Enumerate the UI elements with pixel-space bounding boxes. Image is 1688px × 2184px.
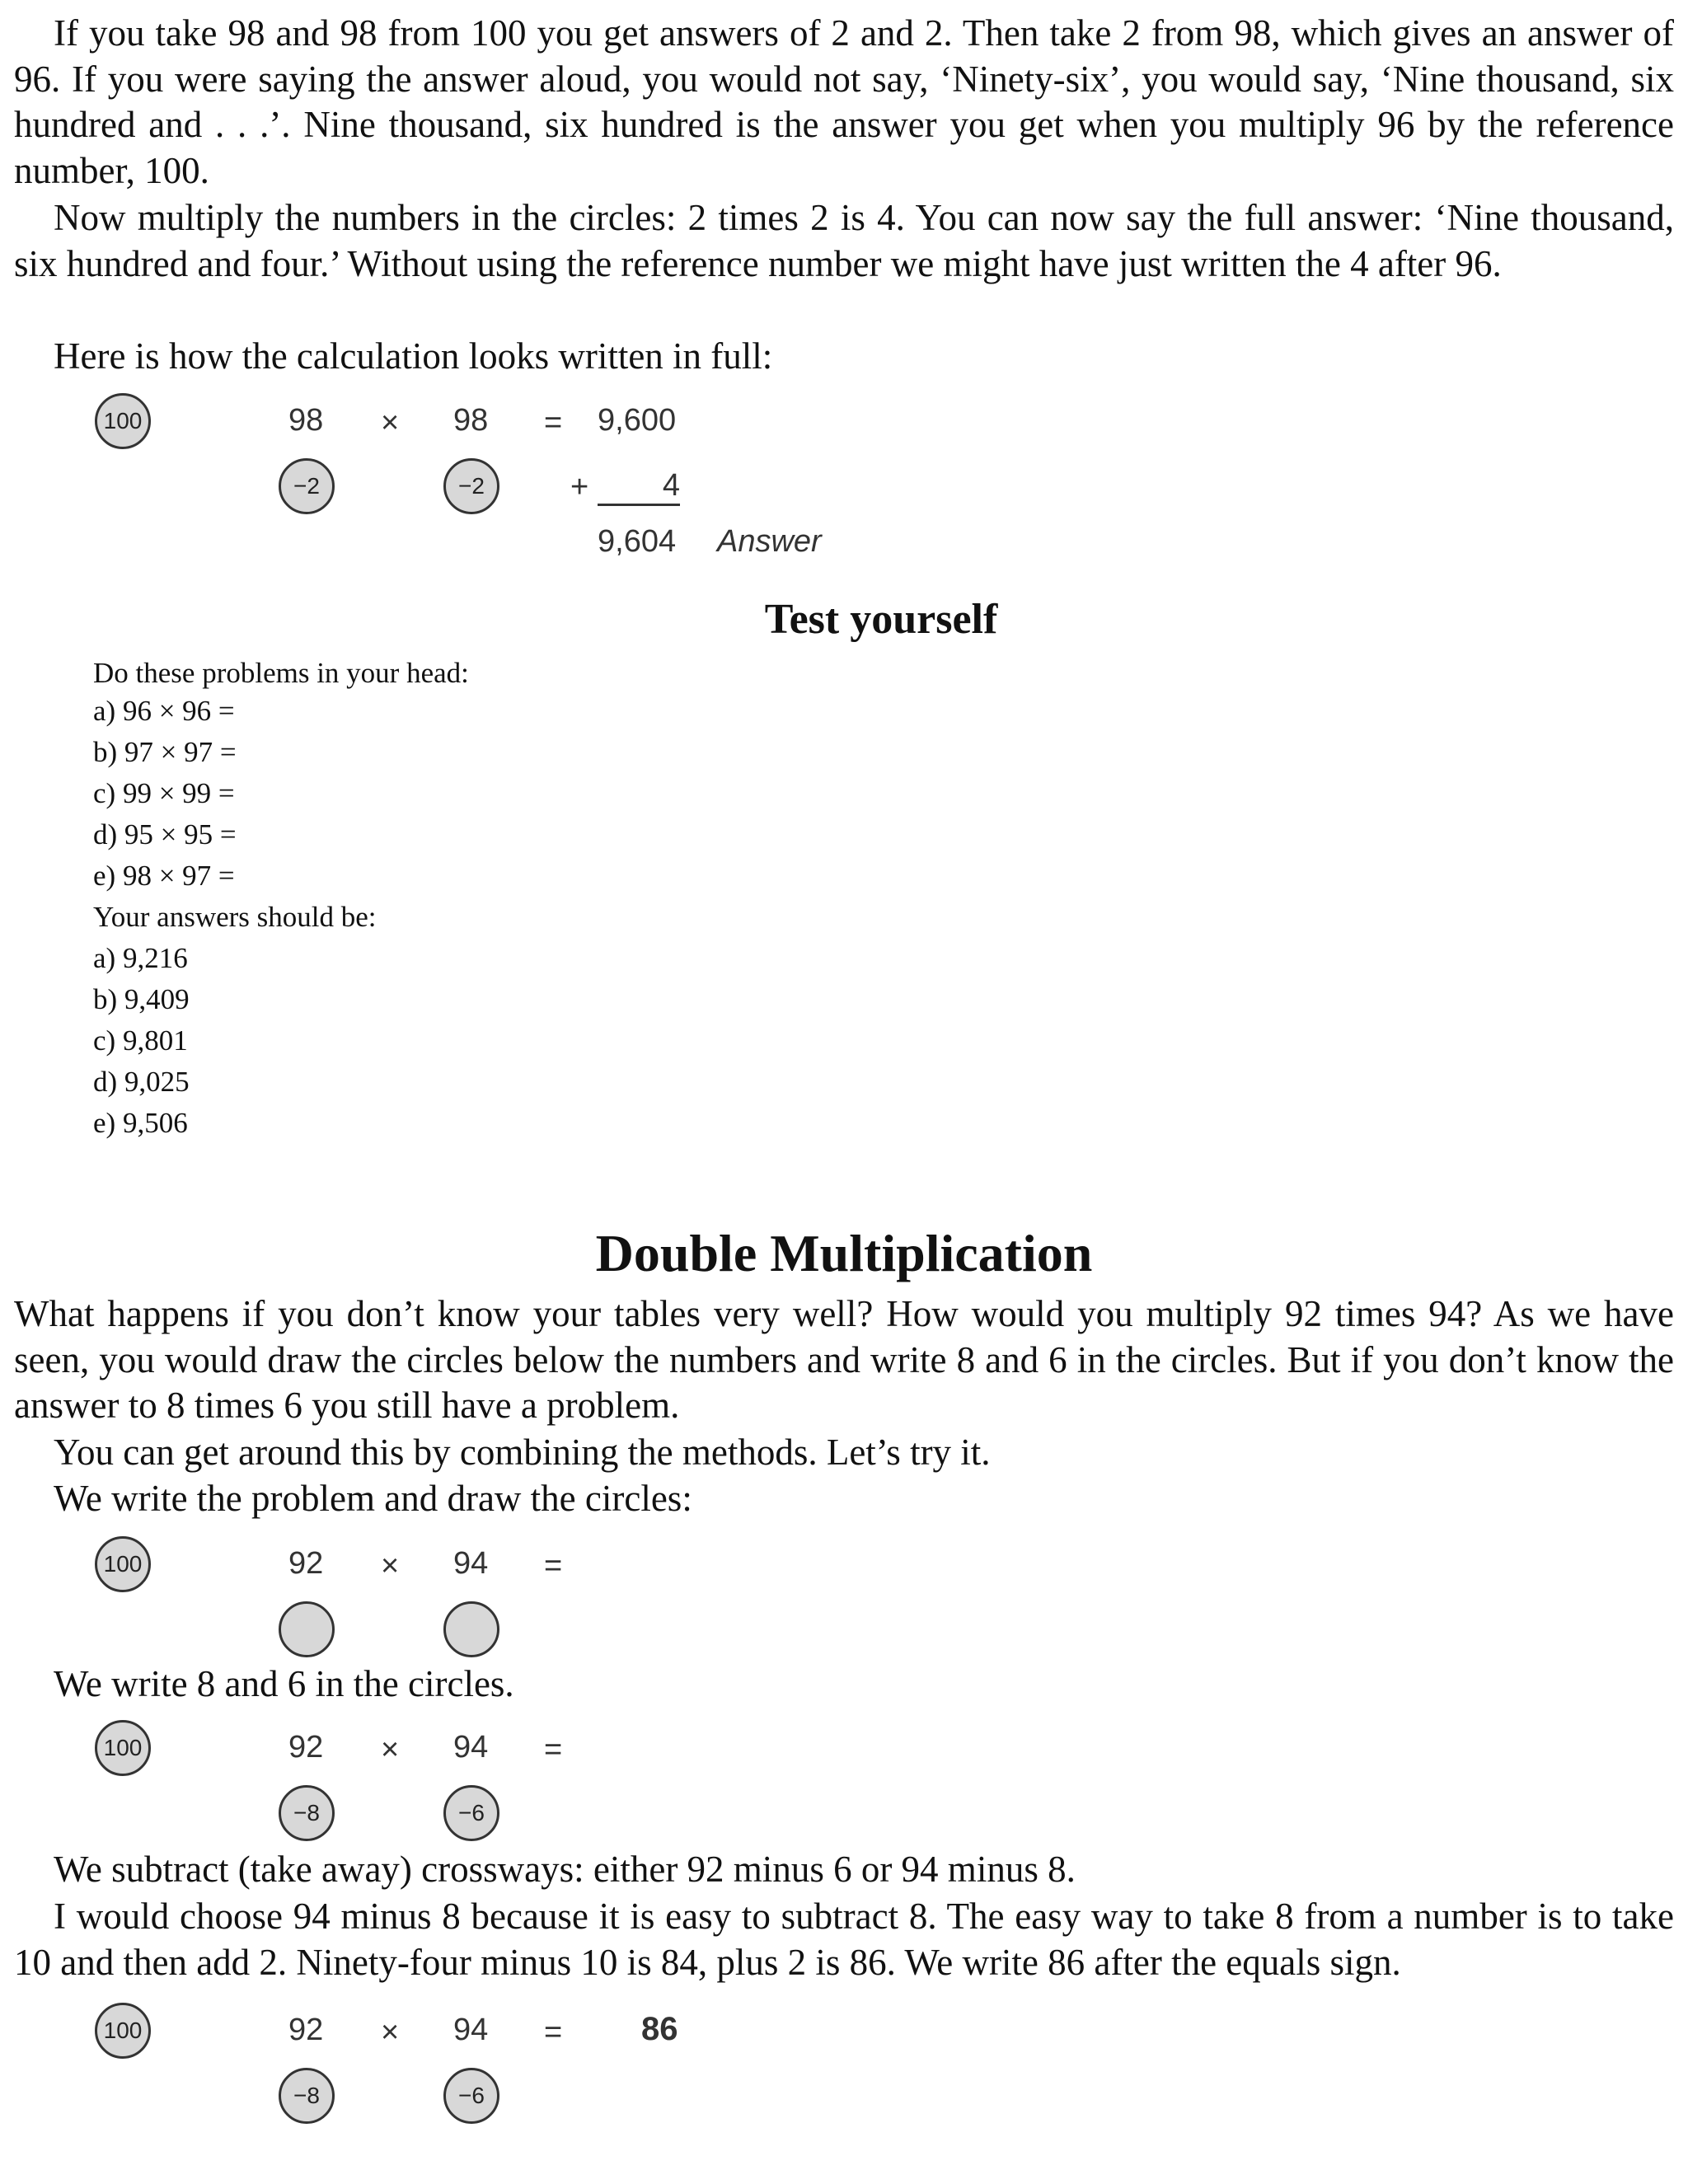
circle-left: −8 bbox=[279, 1785, 335, 1841]
multiplicand: 92 bbox=[288, 1730, 324, 1765]
answer-e: e) 9,506 bbox=[93, 1107, 188, 1139]
multiplier: 94 bbox=[453, 2013, 489, 2047]
paragraph-5: You can get around this by combining the methods. Let’s try it. bbox=[54, 1432, 991, 1473]
equals-sign: = bbox=[544, 405, 563, 440]
equals-sign: = bbox=[544, 1732, 563, 1767]
circle-left: −2 bbox=[279, 458, 335, 514]
answer-label: Answer bbox=[717, 524, 822, 559]
calculation-figure-98x98 bbox=[0, 391, 1688, 565]
equals-sign: = bbox=[544, 1549, 563, 1583]
problem-d: d) 95 × 95 = bbox=[93, 818, 237, 851]
problem-c: c) 99 × 99 = bbox=[93, 777, 235, 809]
paragraph-3: Here is how the calculation looks written in full: bbox=[54, 335, 773, 377]
circle-right bbox=[443, 1601, 499, 1657]
answers-intro: Your answers should be: bbox=[93, 901, 377, 933]
circle-right: −2 bbox=[443, 458, 499, 514]
circle-right: −6 bbox=[443, 1785, 499, 1841]
times-sign: × bbox=[381, 1732, 400, 1767]
multiplier: 98 bbox=[453, 403, 489, 438]
partial-result: 9,600 bbox=[598, 403, 677, 438]
answer-b: b) 9,409 bbox=[93, 983, 190, 1015]
problem-a: a) 96 × 96 = bbox=[93, 695, 235, 727]
calculation-figure-92x94-empty bbox=[0, 1535, 1688, 1666]
answer-a: a) 9,216 bbox=[93, 942, 188, 974]
multiplier: 94 bbox=[453, 1546, 489, 1581]
paragraph-6: We write the problem and draw the circles: bbox=[54, 1478, 692, 1519]
problem-b: b) 97 × 97 = bbox=[93, 736, 237, 768]
paragraph-1: If you take 98 and 98 from 100 you get answers of 2 and 2. Then take 2 from 98, which gives an answer of 96. If you were saying the answer aloud, you would not say, ‘Ninety-six’, you would say, ‘Nine thousand, six hundred and . . .’. Nine thousand, six hundred is the answer you get when you multiply 96 by the reference number, 100. bbox=[14, 12, 1674, 191]
paragraph-9: I would choose 94 minus 8 because it is easy to subtract 8. The easy way to take 8 from a number is to take 10 and then add 2. Ninety-four minus 10 is 84, plus 2 is 86. We write 86 after the equals sign. bbox=[14, 1896, 1674, 1983]
add-value: 4 bbox=[598, 467, 680, 506]
times-sign: × bbox=[381, 405, 400, 440]
multiplicand: 92 bbox=[288, 1546, 324, 1581]
test-yourself-heading: Test yourself bbox=[764, 596, 998, 643]
answer-c: c) 9,801 bbox=[93, 1024, 188, 1057]
times-sign: × bbox=[381, 1549, 400, 1583]
double-multiplication-heading: Double Multiplication bbox=[595, 1224, 1093, 1282]
multiplicand: 92 bbox=[288, 2013, 324, 2047]
circle-right: −6 bbox=[443, 2068, 499, 2124]
final-total: 9,604 bbox=[598, 524, 677, 559]
times-sign: × bbox=[381, 2015, 400, 2050]
paragraph-7: We write 8 and 6 in the circles. bbox=[54, 1663, 514, 1704]
partial-result: 86 bbox=[641, 2011, 678, 2047]
calculation-figure-92x94-result bbox=[0, 2001, 1688, 2133]
plus-sign: + bbox=[570, 470, 589, 504]
reference-circle: 100 bbox=[95, 2003, 151, 2059]
circle-left: −8 bbox=[279, 2068, 335, 2124]
test-intro: Do these problems in your head: bbox=[93, 657, 469, 689]
reference-circle: 100 bbox=[95, 1720, 151, 1776]
circle-left bbox=[279, 1601, 335, 1657]
reference-circle: 100 bbox=[95, 393, 151, 449]
problem-e: e) 98 × 97 = bbox=[93, 860, 235, 892]
multiplier: 94 bbox=[453, 1730, 489, 1765]
multiplicand: 98 bbox=[288, 403, 324, 438]
answer-d: d) 9,025 bbox=[93, 1066, 190, 1098]
paragraph-8: We subtract (take away) crossways: either 92 minus 6 or 94 minus 8. bbox=[54, 1849, 1076, 1890]
reference-circle: 100 bbox=[95, 1536, 151, 1592]
calculation-figure-92x94-filled bbox=[0, 1718, 1688, 1850]
paragraph-4: What happens if you don’t know your tables very well? How would you multiply 92 times 94? As we have seen, you would draw the circles below the numbers and write 8 and 6 in the circles. But if you don’t know the answer to 8 times 6 you still have a problem. bbox=[14, 1293, 1674, 1426]
paragraph-2: Now multiply the numbers in the circles: 2 times 2 is 4. You can now say the full answer: ‘Nine thousand, six hundred and four.’ Without using the reference number we might have just written the 4 after 96. bbox=[14, 197, 1674, 284]
equals-sign: = bbox=[544, 2015, 563, 2050]
